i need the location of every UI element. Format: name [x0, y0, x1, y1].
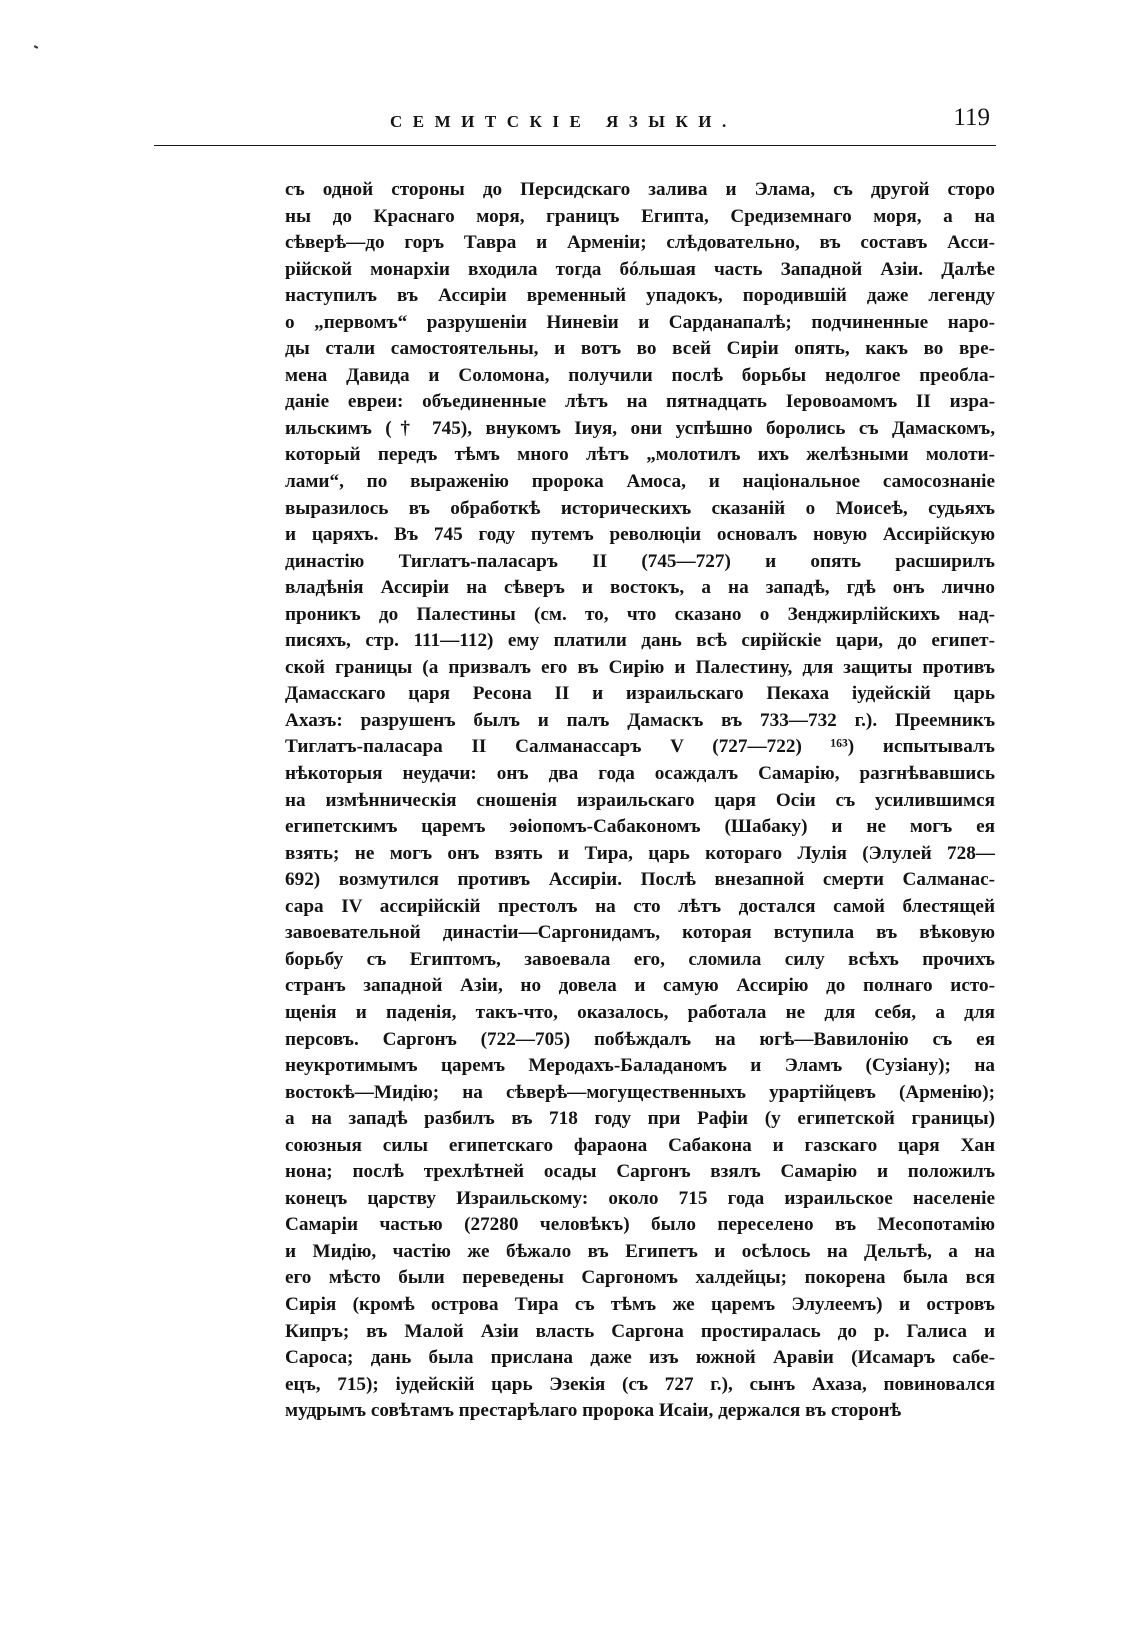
- text-line: династію Тиглатъ-паласаръ II (745—727) и опять расширилъ: [285, 550, 995, 572]
- text-line: владѣнія Ассиріи на сѣверъ и востокъ, а на западѣ, гдѣ онъ лично: [285, 577, 995, 599]
- text-line: нѣкоторыя неудачи: онъ два года осаждалъ Самарію, разгнѣвавшись: [285, 763, 995, 785]
- text-line: щенія и паденія, такъ-что, оказалось, работала не для себя, а для: [285, 1001, 995, 1023]
- text-line: Дамасскаго царя Ресона II и израильскаго Пекаха іудейскій царь: [285, 683, 995, 705]
- text-line: неукротимымъ царемъ Меродахъ-Баладаномъ и Эламъ (Сузіану); на: [285, 1055, 995, 1077]
- text-line: выразилось въ обработкѣ историческихъ сказаній о Моисеѣ, судьяхъ: [285, 497, 995, 519]
- text-line: Сирія (кромѣ острова Тира съ тѣмъ же царемъ Элулеемъ) и островъ: [285, 1293, 995, 1315]
- text-line: сѣверѣ—до горъ Тавра и Арменіи; слѣдовательно, въ составъ Асси-: [285, 232, 995, 254]
- text-line: Ахазъ: разрушенъ былъ и палъ Дамаскъ въ 733—732 г.). Преемникъ: [285, 709, 995, 731]
- text-line: 692) возмутился противъ Ассиріи. Послѣ внезапной смерти Салманас-: [285, 869, 995, 891]
- text-line: а на западѣ разбилъ въ 718 году при Рафіи (у египетской границы): [285, 1108, 995, 1130]
- text-line: даніе евреи: объединенные лѣтъ на пятнадцать Іеровоамомъ II изра-: [285, 391, 995, 413]
- text-line: ецъ, 715); іудейскій царь Эзекія (съ 727 г.), сынъ Ахаза, повиновался: [285, 1373, 995, 1395]
- text-line: востокѣ—Мидію; на сѣверѣ—могущественныхъ урартійцевъ (Арменію);: [285, 1081, 995, 1103]
- text-line: Сароса; дань была прислана даже изъ южной Аравіи (Исамаръ сабе-: [285, 1347, 995, 1369]
- text-line: его мѣсто были переведены Саргономъ халдейцы; покорена была вся: [285, 1267, 995, 1289]
- text-line: проникъ до Палестины (см. то, что сказано о Зенджирлійскихъ над-: [285, 603, 995, 625]
- text-line: Кипръ; въ Малой Азіи власть Саргона простиралась до р. Галиса и: [285, 1320, 995, 1342]
- header-rule: [154, 145, 996, 146]
- page-number: 119: [953, 104, 990, 131]
- text-line: нона; послѣ трехлѣтней осады Саргонъ взялъ Самарію и положилъ: [285, 1161, 995, 1183]
- text-line: лами“, по выраженію пророка Амоса, и національное самосознаніе: [285, 471, 995, 493]
- text-line: о „первомъ“ разрушеніи Ниневіи и Сарданапалѣ; подчиненные наро-: [285, 311, 995, 333]
- text-line: мудрымъ совѣтамъ престарѣлаго пророка Исаіи, держался въ сторонѣ: [285, 1400, 902, 1422]
- text-line: ды стали самостоятельны, и вотъ во всей Сиріи опять, какъ во вре-: [285, 338, 995, 360]
- text-line: ской границы (а призвалъ его въ Сирію и Палестину, для защиты противъ: [285, 656, 995, 678]
- text-line: завоевательной династіи—Саргонидамъ, которая вступила въ вѣковую: [285, 922, 995, 944]
- text-line: персовъ. Саргонъ (722—705) побѣждалъ на югѣ—Вавилонію съ ея: [285, 1028, 995, 1050]
- text-line: съ одной стороны до Персидскаго залива и Элама, съ другой сторо: [285, 179, 995, 200]
- text-line: египетскимъ царемъ эѳіопомъ-Сабакономъ (Шабаку) и не могъ ея: [285, 816, 995, 838]
- text-line: на измѣнническія сношенія израильскаго царя Осіи съ усилившимся: [285, 789, 995, 811]
- text-line: Тиглатъ-паласара II Салманассаръ V (727—722) ¹⁶³) испытывалъ: [285, 736, 995, 758]
- text-line: ны до Краснаго моря, границъ Египта, Средиземнаго моря, а на: [285, 205, 995, 227]
- scan-speck: [34, 45, 38, 49]
- running-title: СЕМИТСКІЕ ЯЗЫКИ.: [390, 112, 737, 131]
- text-line: мена Давида и Соломона, получили послѣ борьбы недолгое преобла-: [285, 364, 995, 386]
- body-text: [285, 177, 995, 1425]
- text-line: наступилъ въ Ассиріи временный упадокъ, породившій даже легенду: [285, 285, 995, 307]
- text-line: борьбу съ Египтомъ, завоевала его, сломила силу всѣхъ прочихъ: [285, 948, 995, 970]
- text-line: писяхъ, стр. 111—112) ему платили дань всѣ сирійскіе цари, до египет-: [285, 630, 995, 652]
- text-line: рійской монархіи входила тогда бóльшая часть Западной Азіи. Далѣе: [285, 258, 995, 280]
- text-line: Самаріи частью (27280 человѣкъ) было переселено въ Месопотамію: [285, 1214, 995, 1236]
- text-line: странъ западной Азіи, но довела и самую Ассирію до полнаго исто-: [285, 975, 995, 997]
- text-line: и царяхъ. Въ 745 году путемъ революціи основалъ новую Ассирійскую: [285, 524, 995, 546]
- text-line: и Мидію, частію же бѣжало въ Египетъ и осѣлось на Дельтѣ, а на: [285, 1240, 995, 1262]
- running-head: [154, 104, 996, 148]
- text-line: сара IV ассирійскій престолъ на сто лѣтъ достался самой блестящей: [285, 895, 995, 917]
- text-line: взять; не могъ онъ взять и Тира, царь котораго Лулія (Элулей 728—: [285, 842, 995, 864]
- text-line: конецъ царству Израильскому: около 715 года израильское населеніе: [285, 1187, 995, 1209]
- text-line: союзныя силы египетскаго фараона Сабакона и газскаго царя Хан: [285, 1134, 995, 1156]
- text-line: ильскимъ († 745), внукомъ Іиуя, они успѣшно боролись съ Дамаскомъ,: [285, 417, 995, 439]
- text-line: который передъ тѣмъ много лѣтъ „молотилъ ихъ желѣзными молоти-: [285, 444, 995, 466]
